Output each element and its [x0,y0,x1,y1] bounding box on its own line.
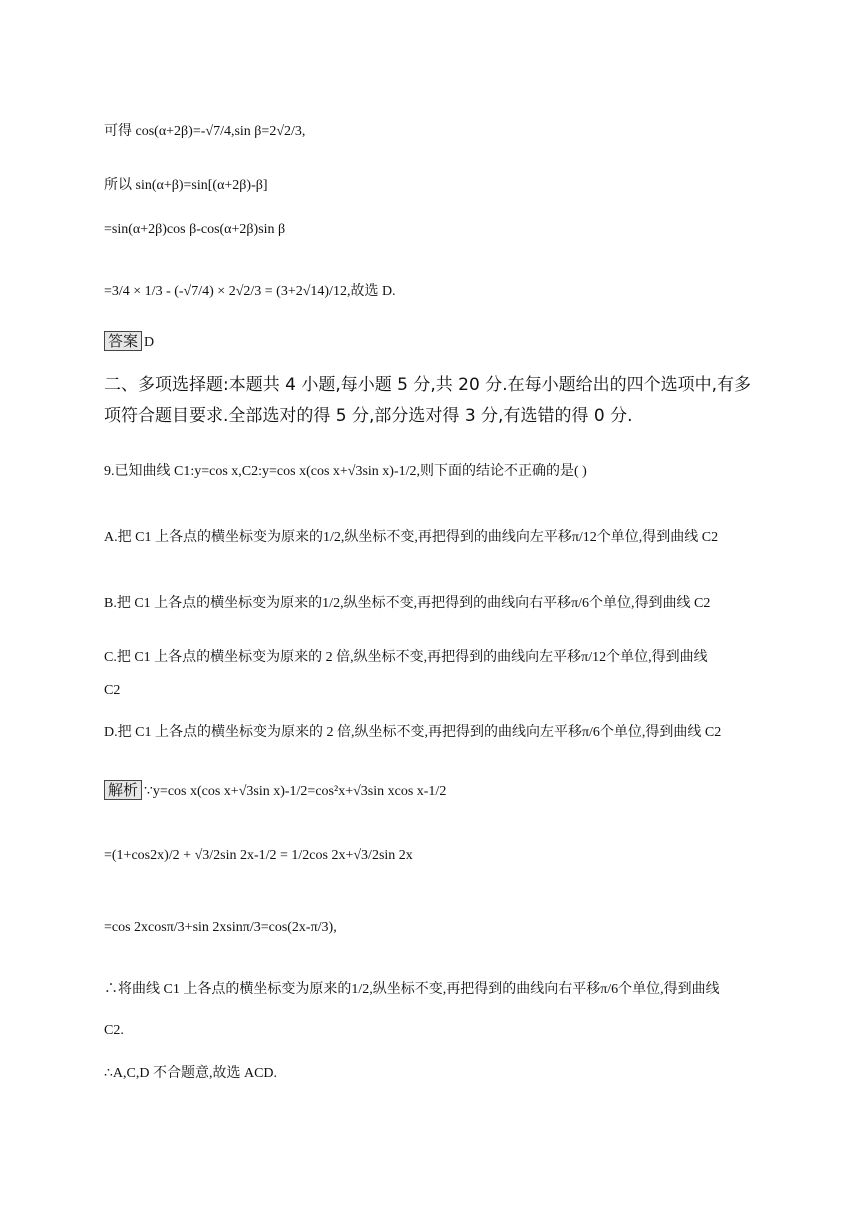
section-heading-line-2: 项符合题目要求.全部选对的得 5 分,部分选对得 3 分,有选错的得 0 分. [104,406,633,426]
section-heading-line-1: 二、多项选择题:本题共 4 小题,每小题 5 分,共 20 分.在每小题给出的四个选项中,有多 [104,375,752,395]
answer-row [104,331,154,353]
option-c-line-1: C.把 C1 上各点的横坐标变为原来的 2 倍,纵坐标不变,再把得到的曲线向左平移π/12个单位,得到曲线 [104,650,708,665]
option-a: A.把 C1 上各点的横坐标变为原来的1/2,纵坐标不变,再把得到的曲线向左平移π/12个单位,得到曲线 C2 [104,530,719,545]
question-9-stem: 9.已知曲线 C1:y=cos x,C2:y=cos x(cos x+√3sin x)-1/2,则下面的结论不正确的是( ) [104,464,587,479]
analysis-row-1 [104,780,446,802]
solution-line-3: =sin(α+2β)cos β-cos(α+2β)sin β [104,222,286,237]
analysis-line-3: =cos 2xcosπ/3+sin 2xsinπ/3=cos(2x-π/3), [104,920,337,935]
analysis-line-6: ∴A,C,D 不合题意,故选 ACD. [104,1066,278,1081]
analysis-line-2: =(1+cos2x)/2 + √3/2sin 2x-1/2 = 1/2cos 2x+√3/2sin 2x [104,848,413,863]
answer-label: 答案 [104,331,142,351]
answer-value: D [144,335,155,350]
option-b: B.把 C1 上各点的横坐标变为原来的1/2,纵坐标不变,再把得到的曲线向右平移π/6个单位,得到曲线 C2 [104,596,711,611]
analysis-label: 解析 [104,780,142,800]
analysis-line-5: C2. [104,1023,124,1038]
option-c-line-2: C2 [104,683,121,698]
solution-line-2: 所以 sin(α+β)=sin[(α+2β)-β] [104,178,268,193]
analysis-line-4: ∴将曲线 C1 上各点的横坐标变为原来的1/2,纵坐标不变,再把得到的曲线向右平移π/6个单位,得到曲线 [104,982,720,997]
solution-line-1: 可得 cos(α+2β)=-√7/4,sin β=2√2/3, [104,124,306,139]
option-d: D.把 C1 上各点的横坐标变为原来的 2 倍,纵坐标不变,再把得到的曲线向左平移π/6个单位,得到曲线 C2 [104,725,722,740]
analysis-line-1: ∵y=cos x(cos x+√3sin x)-1/2=cos²x+√3sin xcos x-1/2 [144,784,447,799]
solution-line-4: =3/4 × 1/3 - (-√7/4) × 2√2/3 = (3+2√14)/12,故选 D. [104,284,396,299]
